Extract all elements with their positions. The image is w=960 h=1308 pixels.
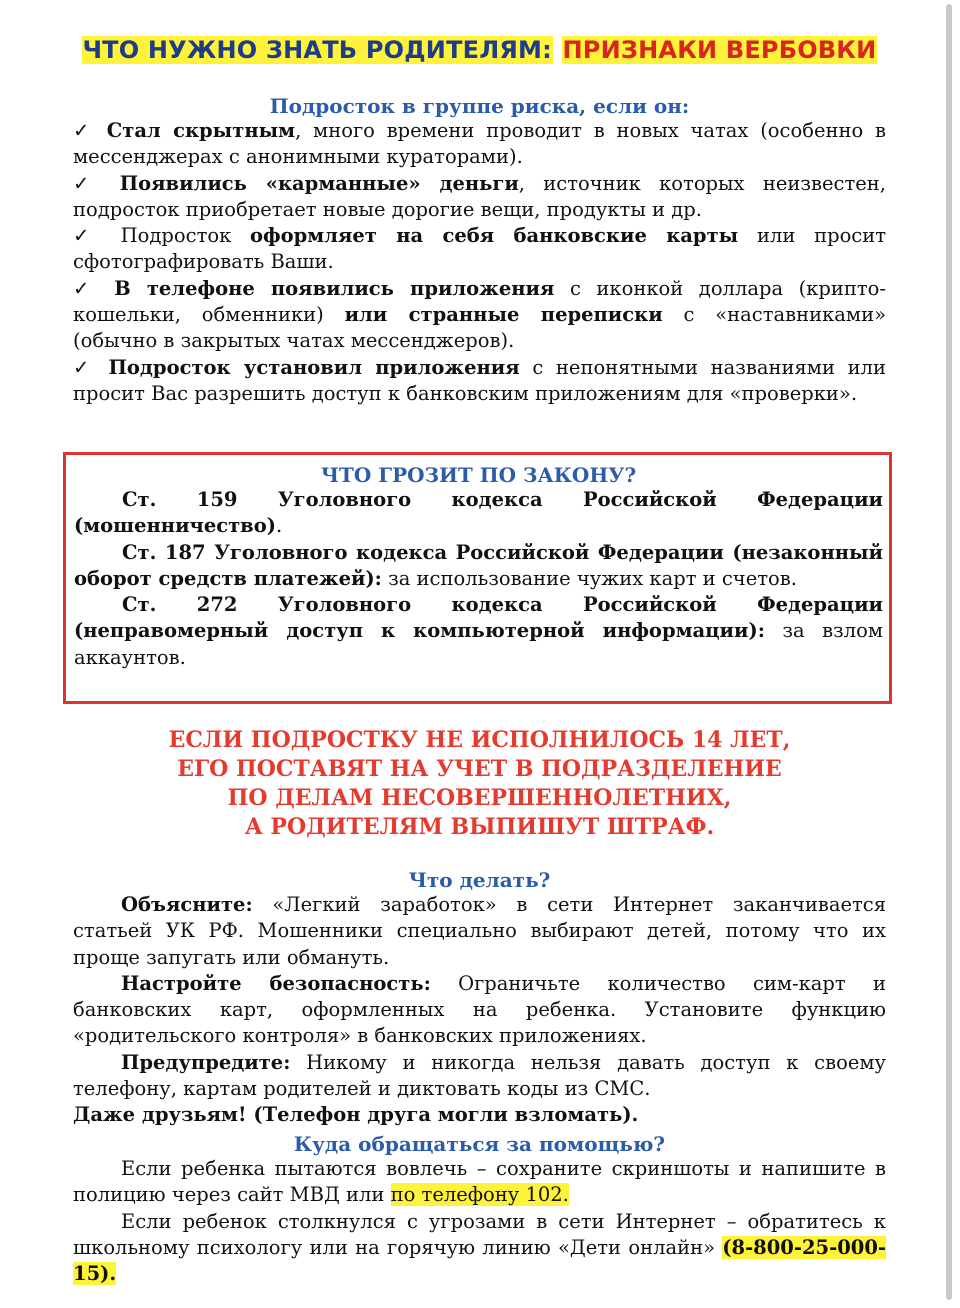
risk-item-4 (73, 276, 886, 355)
risk-item-2-bold: Появились «карманные» деньги (119, 171, 519, 195)
help-hotline-text: Если ребенок столкнулся с угрозами в сети Интернет – обратитесь к школьному психологу или на горячую линию «Дети онлайн» (73, 1209, 886, 1259)
age-warning (73, 726, 886, 842)
law-heading: ЧТО ГРОЗИТ ПО ЗАКОНУ? (320, 463, 637, 487)
risk-item-5-bold: Подросток установил приложения (108, 355, 520, 379)
warning-line: ЕСЛИ ПОДРОСТКУ НЕ ИСПОЛНИЛОСЬ 14 ЛЕТ, (168, 727, 791, 753)
check-icon: ✓ (73, 224, 102, 248)
todo-item-warn-bold-2: Даже друзьям! (Телефон друга могли взломать). (73, 1103, 639, 1127)
risk-item-2-text: , источник которых неизвестен, подросток приобретает новые дорогие вещи, продукты и др. (73, 171, 886, 221)
risk-heading: Подросток в группе риска, если он: (269, 94, 690, 118)
risk-item-4-text: с иконкой доллара (крипто-кошельки, обменники) (73, 276, 886, 327)
warning-line: А РОДИТЕЛЯМ ВЫПИШУТ ШТРАФ. (244, 814, 715, 840)
todo-item-warn (73, 1050, 886, 1103)
law-item-159-bold: Ст. 159 Уголовного кодекса Российской Федерации (мошенничество) (74, 488, 883, 538)
risk-item-2 (73, 171, 886, 224)
warning-line: ПО ДЕЛАМ НЕСОВЕРШЕННОЛЕТНИХ, (227, 785, 732, 811)
check-icon: ✓ (73, 171, 102, 195)
risk-item-3-pre: Подросток (120, 224, 251, 248)
todo-item-warn-text: Никому и никогда нельзя давать доступ к своему телефону, картам родителей и диктовать коды из СМС. (73, 1050, 886, 1101)
page-title (73, 36, 886, 64)
risk-item-3 (73, 223, 886, 276)
todo-item-security (73, 971, 886, 1050)
law-item-272-bold: Ст. 272 Уголовного кодекса Российской Федерации (неправомерный доступ к компьютерной информации): (74, 593, 883, 643)
law-item-159 (74, 487, 883, 540)
todo-item-explain-text: «Легкий заработок» в сети Интернет заканчивается статьей УК РФ. Мошенники специально выбирают детей, потому что их проще запугать или обмануть. (73, 893, 886, 969)
risk-item-5-text: с непонятными названиями или просит Вас разрешить доступ к банковским приложениям для «проверки». (73, 355, 887, 405)
law-item-187-text: за использование чужих карт и счетов. (381, 566, 797, 590)
law-box (63, 452, 892, 704)
law-item-159-text: . (275, 514, 283, 538)
help-heading: Куда обращаться за помощью? (293, 1132, 666, 1156)
law-item-187-bold: Ст. 187 Уголовного кодекса Российской Федерации (незаконный оборот средств платежей): (74, 540, 883, 590)
risk-item-1 (73, 118, 886, 171)
risk-section (73, 94, 886, 407)
help-hotline (73, 1209, 886, 1288)
todo-item-warn-emphasis (73, 1102, 886, 1128)
todo-section (73, 868, 886, 1129)
todo-item-security-text: Ограничьте количество сим-карт и банковских карт, оформленных на ребенка. Установите функцию «родительского контроля» в банковских приложениях. (73, 971, 886, 1048)
risk-item-4-bold: В телефоне появились приложения (114, 276, 555, 300)
help-section (73, 1132, 886, 1287)
scrollbar[interactable] (946, 4, 952, 1300)
risk-item-3-text: или просит сфотографировать Ваши. (73, 224, 887, 274)
law-item-272-text: за взлом аккаунтов. (74, 619, 883, 669)
risk-item-5 (73, 355, 886, 408)
todo-heading: Что делать? (408, 868, 551, 892)
check-icon: ✓ (73, 119, 95, 142)
title-part-1: ЧТО НУЖНО ЗНАТЬ РОДИТЕЛЯМ: (82, 36, 552, 64)
help-police (73, 1156, 886, 1209)
todo-item-warn-bold: Предупредите: (121, 1050, 291, 1074)
law-item-187 (74, 540, 883, 593)
risk-item-1-text: , много времени проводит в новых чатах (особенно в мессенджерах с анонимными кураторами). (73, 119, 886, 169)
title-part-2: ПРИЗНАКИ ВЕРБОВКИ (562, 36, 877, 64)
police-phone: по телефону 102. (390, 1183, 569, 1207)
law-item-272 (74, 592, 883, 671)
todo-item-explain (73, 892, 886, 971)
check-icon: ✓ (73, 276, 99, 300)
todo-item-explain-bold: Объясните: (121, 893, 253, 916)
check-icon: ✓ (73, 355, 96, 379)
risk-item-3-bold: оформляет на себя банковские карты (250, 224, 739, 248)
risk-item-4-bold-2: или странные переписки (344, 303, 663, 327)
warning-line: ЕГО ПОСТАВЯТ НА УЧЕТ В ПОДРАЗДЕЛЕНИЕ (177, 756, 782, 782)
todo-item-security-bold: Настройте безопасность: (121, 971, 431, 995)
risk-item-1-bold: Стал скрытным (106, 119, 296, 142)
help-police-text: Если ребенка пытаются вовлечь – сохраните скриншоты и напишите в полицию через сайт МВД или (73, 1157, 886, 1207)
risk-item-4-text-2: с «наставниками» (обычно в закрытых чатах мессенджеров). (73, 303, 887, 353)
hotline-phone: (8-800-25-000-15). (73, 1235, 886, 1286)
